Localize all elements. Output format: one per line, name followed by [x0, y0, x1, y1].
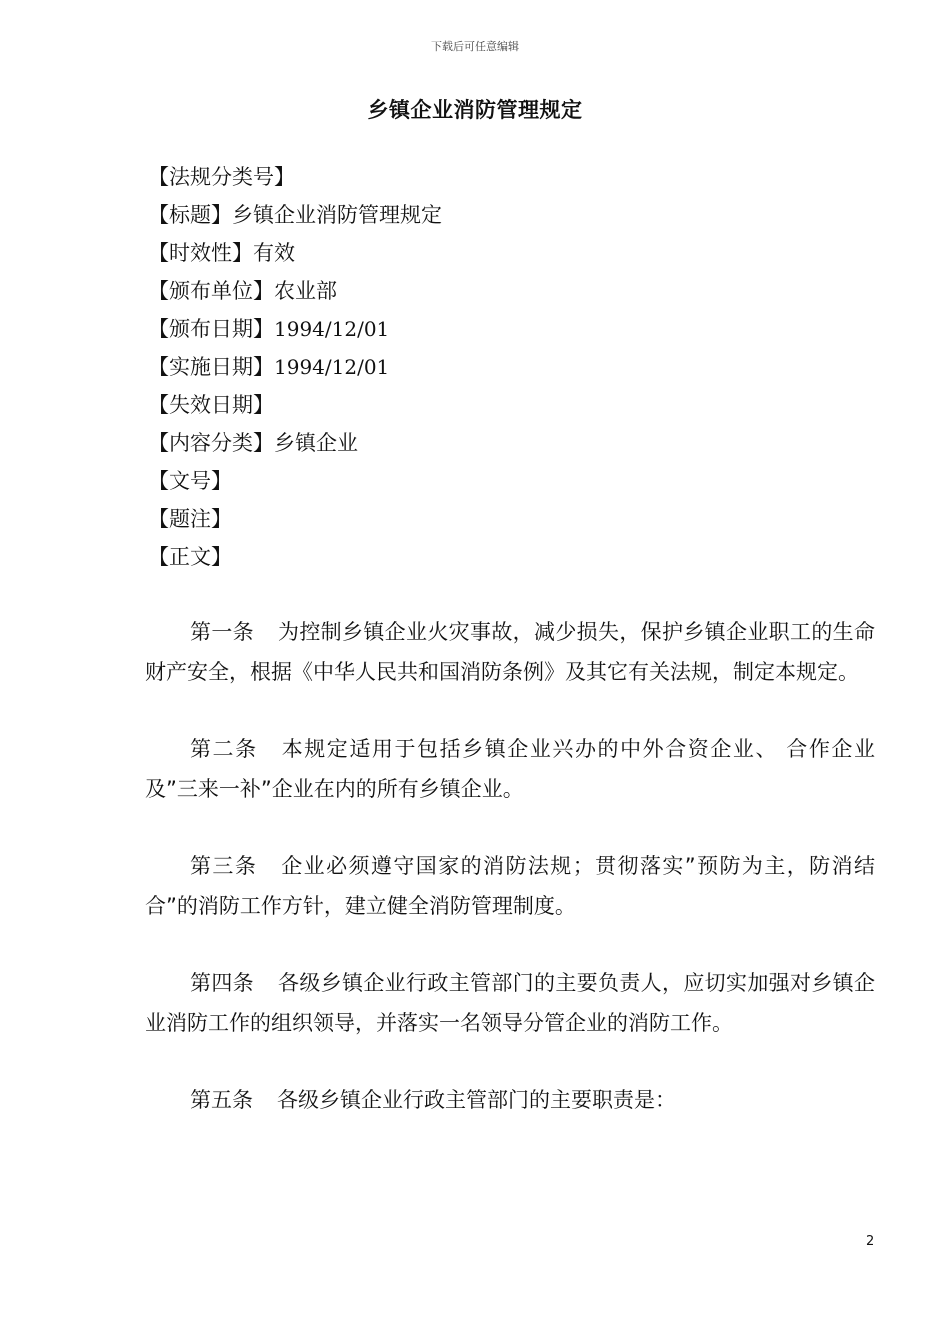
- article-2: [145, 729, 875, 809]
- meta-row-issuing-unit: [148, 272, 442, 310]
- meta-label: 【正文】: [148, 545, 232, 569]
- meta-label: 【时效性】: [148, 241, 253, 265]
- meta-label: 【法规分类号】: [148, 165, 295, 189]
- page-number: 2: [866, 1234, 875, 1249]
- page-header-note: 下载后可任意编辑: [431, 40, 519, 53]
- meta-row-content-category: [148, 424, 442, 462]
- meta-row-title-note: [148, 500, 442, 538]
- article-4: [145, 963, 875, 1043]
- article-text: 企业必须遵守国家的消防法规；贯彻落实”预防为主，防消结合”的消防工作方针，建立健全消防管理制度。: [145, 854, 875, 918]
- metadata-list: [148, 158, 442, 576]
- meta-row-effective-date: [148, 348, 442, 386]
- meta-value: 乡镇企业消防管理规定: [232, 203, 442, 227]
- meta-value: 1994/12/01: [274, 355, 390, 379]
- meta-label: 【失效日期】: [148, 393, 274, 417]
- meta-label: 【实施日期】: [148, 355, 274, 379]
- meta-row-document-number: [148, 462, 442, 500]
- meta-row-classification-number: [148, 158, 442, 196]
- meta-row-issue-date: [148, 310, 442, 348]
- article-number: 第二条: [190, 737, 258, 761]
- meta-label: 【颁布日期】: [148, 317, 274, 341]
- meta-value: 1994/12/01: [274, 317, 390, 341]
- meta-row-main-text: [148, 538, 442, 576]
- meta-row-validity: [148, 234, 442, 272]
- article-number: 第一条: [190, 620, 254, 644]
- document-body: [145, 612, 875, 1157]
- meta-label: 【文号】: [148, 469, 232, 493]
- article-number: 第五条: [190, 1088, 253, 1112]
- document-title: 乡镇企业消防管理规定: [367, 98, 583, 122]
- article-1: [145, 612, 875, 692]
- meta-label: 【标题】: [148, 203, 232, 227]
- article-3: [145, 846, 875, 926]
- meta-row-expiry-date: [148, 386, 442, 424]
- article-text: 各级乡镇企业行政主管部门的主要职责是：: [277, 1088, 676, 1112]
- meta-label: 【内容分类】: [148, 431, 274, 455]
- article-text: 各级乡镇企业行政主管部门的主要负责人，应切实加强对乡镇企业消防工作的组织领导，并落实一名领导分管企业的消防工作。: [145, 971, 875, 1035]
- meta-row-title: [148, 196, 442, 234]
- meta-value: 有效: [253, 241, 295, 265]
- meta-label: 【题注】: [148, 507, 232, 531]
- meta-label: 【颁布单位】: [148, 279, 274, 303]
- article-number: 第三条: [190, 854, 258, 878]
- article-number: 第四条: [190, 971, 254, 995]
- article-5: [145, 1080, 875, 1120]
- article-text: 本规定适用于包括乡镇企业兴办的中外合资企业、 合作企业及”三来一补”企业在内的所有乡镇企业。: [145, 737, 875, 801]
- meta-value: 农业部: [274, 279, 337, 303]
- meta-value: 乡镇企业: [274, 431, 358, 455]
- article-text: 为控制乡镇企业火灾事故，减少损失，保护乡镇企业职工的生命财产安全，根据《中华人民共和国消防条例》及其它有关法规，制定本规定。: [145, 620, 875, 684]
